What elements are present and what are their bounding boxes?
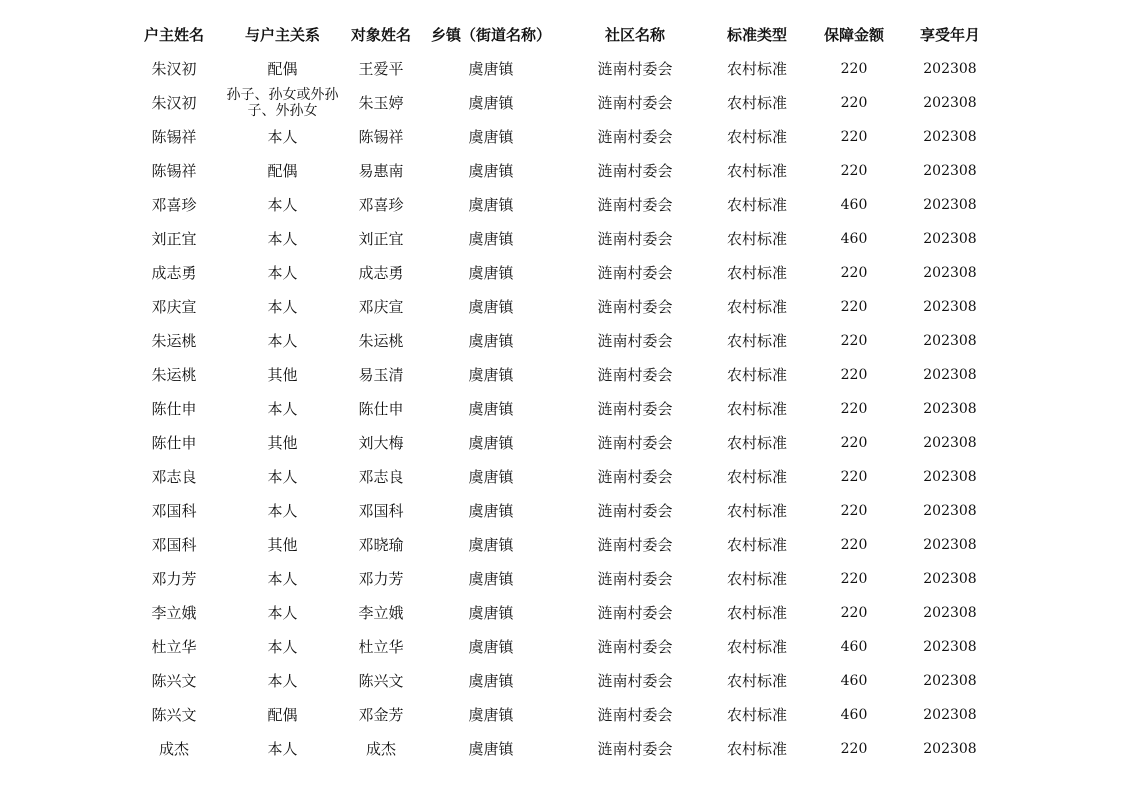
cell-amount: 220 xyxy=(840,400,868,417)
cell-amount: 460 xyxy=(840,196,868,213)
cell-community: 涟南村委会 xyxy=(597,297,673,316)
cell-township: 虞唐镇 xyxy=(468,229,514,248)
table-row xyxy=(122,120,995,154)
cell-recipient-name: 邓国科 xyxy=(358,501,404,520)
subsidy-table-container xyxy=(122,16,995,766)
cell-standard-type: 农村标准 xyxy=(726,263,787,282)
table-row xyxy=(122,324,995,358)
cell-householder-name: 邓喜珍 xyxy=(151,195,197,214)
cell-benefit-month: 202308 xyxy=(923,706,977,723)
cell-benefit-month: 202308 xyxy=(923,502,977,519)
cell-standard-type: 农村标准 xyxy=(726,127,787,146)
cell-householder-name: 刘正宜 xyxy=(151,229,197,248)
cell-community: 涟南村委会 xyxy=(597,535,673,554)
cell-recipient-name: 邓金芳 xyxy=(358,705,404,724)
cell-amount: 460 xyxy=(840,230,868,247)
cell-benefit-month: 202308 xyxy=(923,570,977,587)
table-row xyxy=(122,290,995,324)
cell-standard-type: 农村标准 xyxy=(726,161,787,180)
cell-amount: 220 xyxy=(840,94,868,111)
table-row xyxy=(122,392,995,426)
table-row xyxy=(122,52,995,86)
cell-community: 涟南村委会 xyxy=(597,433,673,452)
table-row xyxy=(122,154,995,188)
cell-recipient-name: 朱运桃 xyxy=(358,331,404,350)
cell-amount: 220 xyxy=(840,298,868,315)
cell-community: 涟南村委会 xyxy=(597,569,673,588)
cell-township: 虞唐镇 xyxy=(468,637,514,656)
cell-amount: 220 xyxy=(840,740,868,757)
table-row xyxy=(122,188,995,222)
table-row xyxy=(122,86,995,120)
cell-relationship: 配偶 xyxy=(267,161,298,180)
cell-community: 涟南村委会 xyxy=(597,127,673,146)
cell-standard-type: 农村标准 xyxy=(726,637,787,656)
cell-householder-name: 陈兴文 xyxy=(151,671,197,690)
table-row xyxy=(122,630,995,664)
column-header-amount: 保障金额 xyxy=(823,25,884,44)
cell-benefit-month: 202308 xyxy=(923,230,977,247)
column-header-householder-name: 户主姓名 xyxy=(143,25,204,44)
cell-recipient-name: 易惠南 xyxy=(358,161,404,180)
cell-relationship: 孙子、孙女或外孙子、外孙女 xyxy=(226,87,339,119)
header-row xyxy=(122,16,995,52)
cell-standard-type: 农村标准 xyxy=(726,433,787,452)
cell-amount: 220 xyxy=(840,60,868,77)
cell-community: 涟南村委会 xyxy=(597,229,673,248)
cell-recipient-name: 邓力芳 xyxy=(358,569,404,588)
cell-benefit-month: 202308 xyxy=(923,128,977,145)
cell-recipient-name: 邓庆宣 xyxy=(358,297,404,316)
cell-recipient-name: 刘正宜 xyxy=(358,229,404,248)
cell-standard-type: 农村标准 xyxy=(726,603,787,622)
cell-standard-type: 农村标准 xyxy=(726,59,787,78)
cell-relationship: 本人 xyxy=(267,263,298,282)
cell-township: 虞唐镇 xyxy=(468,433,514,452)
cell-benefit-month: 202308 xyxy=(923,94,977,111)
cell-township: 虞唐镇 xyxy=(468,263,514,282)
cell-amount: 220 xyxy=(840,604,868,621)
table-row xyxy=(122,664,995,698)
cell-township: 虞唐镇 xyxy=(468,739,514,758)
cell-householder-name: 李立娥 xyxy=(151,603,197,622)
cell-householder-name: 陈兴文 xyxy=(151,705,197,724)
cell-householder-name: 邓庆宣 xyxy=(151,297,197,316)
cell-standard-type: 农村标准 xyxy=(726,467,787,486)
cell-benefit-month: 202308 xyxy=(923,536,977,553)
cell-recipient-name: 陈兴文 xyxy=(358,671,404,690)
cell-recipient-name: 易玉清 xyxy=(358,365,404,384)
cell-benefit-month: 202308 xyxy=(923,366,977,383)
cell-benefit-month: 202308 xyxy=(923,162,977,179)
cell-standard-type: 农村标准 xyxy=(726,535,787,554)
table-row xyxy=(122,426,995,460)
cell-amount: 220 xyxy=(840,536,868,553)
cell-recipient-name: 朱玉婷 xyxy=(358,93,404,112)
cell-recipient-name: 王爱平 xyxy=(358,59,404,78)
table-row xyxy=(122,698,995,732)
cell-amount: 460 xyxy=(840,638,868,655)
cell-community: 涟南村委会 xyxy=(597,365,673,384)
cell-township: 虞唐镇 xyxy=(468,705,514,724)
table-row xyxy=(122,358,995,392)
cell-householder-name: 朱汉初 xyxy=(151,59,197,78)
cell-amount: 220 xyxy=(840,162,868,179)
cell-community: 涟南村委会 xyxy=(597,59,673,78)
cell-householder-name: 陈仕申 xyxy=(151,399,197,418)
cell-amount: 220 xyxy=(840,570,868,587)
cell-community: 涟南村委会 xyxy=(597,705,673,724)
cell-relationship: 本人 xyxy=(267,467,298,486)
column-header-recipient-name: 对象姓名 xyxy=(350,25,411,44)
cell-relationship: 本人 xyxy=(267,739,298,758)
cell-recipient-name: 陈仕申 xyxy=(358,399,404,418)
cell-householder-name: 朱运桃 xyxy=(151,331,197,350)
cell-standard-type: 农村标准 xyxy=(726,399,787,418)
cell-amount: 220 xyxy=(840,468,868,485)
cell-relationship: 配偶 xyxy=(267,705,298,724)
table-row xyxy=(122,460,995,494)
cell-township: 虞唐镇 xyxy=(468,195,514,214)
cell-recipient-name: 陈锡祥 xyxy=(358,127,404,146)
cell-amount: 220 xyxy=(840,264,868,281)
cell-township: 虞唐镇 xyxy=(468,399,514,418)
cell-amount: 220 xyxy=(840,128,868,145)
cell-benefit-month: 202308 xyxy=(923,332,977,349)
cell-amount: 220 xyxy=(840,366,868,383)
cell-householder-name: 杜立华 xyxy=(151,637,197,656)
table-row xyxy=(122,596,995,630)
cell-standard-type: 农村标准 xyxy=(726,297,787,316)
table-row xyxy=(122,732,995,766)
cell-householder-name: 邓力芳 xyxy=(151,569,197,588)
cell-benefit-month: 202308 xyxy=(923,60,977,77)
column-header-community: 社区名称 xyxy=(604,25,665,44)
cell-relationship: 本人 xyxy=(267,297,298,316)
cell-community: 涟南村委会 xyxy=(597,501,673,520)
cell-township: 虞唐镇 xyxy=(468,467,514,486)
cell-township: 虞唐镇 xyxy=(468,59,514,78)
table-row xyxy=(122,222,995,256)
cell-standard-type: 农村标准 xyxy=(726,739,787,758)
cell-householder-name: 邓国科 xyxy=(151,535,197,554)
cell-recipient-name: 刘大梅 xyxy=(358,433,404,452)
cell-township: 虞唐镇 xyxy=(468,501,514,520)
cell-township: 虞唐镇 xyxy=(468,93,514,112)
cell-community: 涟南村委会 xyxy=(597,161,673,180)
cell-relationship: 本人 xyxy=(267,331,298,350)
cell-householder-name: 朱运桃 xyxy=(151,365,197,384)
column-header-township: 乡镇（街道名称） xyxy=(430,25,551,44)
cell-benefit-month: 202308 xyxy=(923,740,977,757)
cell-amount: 220 xyxy=(840,502,868,519)
cell-standard-type: 农村标准 xyxy=(726,569,787,588)
cell-relationship: 本人 xyxy=(267,229,298,248)
cell-community: 涟南村委会 xyxy=(597,671,673,690)
cell-township: 虞唐镇 xyxy=(468,297,514,316)
cell-benefit-month: 202308 xyxy=(923,264,977,281)
cell-benefit-month: 202308 xyxy=(923,604,977,621)
cell-standard-type: 农村标准 xyxy=(726,93,787,112)
cell-community: 涟南村委会 xyxy=(597,195,673,214)
cell-relationship: 其他 xyxy=(267,433,298,452)
cell-standard-type: 农村标准 xyxy=(726,331,787,350)
cell-standard-type: 农村标准 xyxy=(726,671,787,690)
cell-township: 虞唐镇 xyxy=(468,331,514,350)
cell-householder-name: 邓志良 xyxy=(151,467,197,486)
cell-benefit-month: 202308 xyxy=(923,196,977,213)
cell-householder-name: 邓国科 xyxy=(151,501,197,520)
cell-relationship: 本人 xyxy=(267,127,298,146)
table-row xyxy=(122,528,995,562)
cell-amount: 460 xyxy=(840,706,868,723)
cell-relationship: 本人 xyxy=(267,195,298,214)
cell-standard-type: 农村标准 xyxy=(726,195,787,214)
cell-township: 虞唐镇 xyxy=(468,569,514,588)
cell-community: 涟南村委会 xyxy=(597,331,673,350)
table-row xyxy=(122,256,995,290)
cell-benefit-month: 202308 xyxy=(923,638,977,655)
cell-township: 虞唐镇 xyxy=(468,127,514,146)
subsidy-table xyxy=(122,16,995,766)
cell-recipient-name: 李立娥 xyxy=(358,603,404,622)
cell-householder-name: 陈锡祥 xyxy=(151,127,197,146)
cell-benefit-month: 202308 xyxy=(923,298,977,315)
cell-relationship: 本人 xyxy=(267,501,298,520)
cell-township: 虞唐镇 xyxy=(468,365,514,384)
cell-township: 虞唐镇 xyxy=(468,161,514,180)
cell-householder-name: 成志勇 xyxy=(151,263,197,282)
cell-benefit-month: 202308 xyxy=(923,468,977,485)
column-header-benefit-month: 享受年月 xyxy=(919,25,980,44)
cell-householder-name: 陈锡祥 xyxy=(151,161,197,180)
cell-recipient-name: 成志勇 xyxy=(358,263,404,282)
cell-householder-name: 成杰 xyxy=(158,739,189,758)
cell-community: 涟南村委会 xyxy=(597,603,673,622)
cell-benefit-month: 202308 xyxy=(923,434,977,451)
cell-benefit-month: 202308 xyxy=(923,400,977,417)
column-header-relationship: 与户主关系 xyxy=(244,25,320,44)
cell-recipient-name: 邓喜珍 xyxy=(358,195,404,214)
cell-community: 涟南村委会 xyxy=(597,399,673,418)
cell-standard-type: 农村标准 xyxy=(726,705,787,724)
cell-relationship: 本人 xyxy=(267,399,298,418)
cell-householder-name: 陈仕申 xyxy=(151,433,197,452)
cell-relationship: 其他 xyxy=(267,535,298,554)
cell-householder-name: 朱汉初 xyxy=(151,93,197,112)
cell-community: 涟南村委会 xyxy=(597,637,673,656)
cell-recipient-name: 邓志良 xyxy=(358,467,404,486)
cell-relationship: 本人 xyxy=(267,603,298,622)
cell-recipient-name: 杜立华 xyxy=(358,637,404,656)
cell-standard-type: 农村标准 xyxy=(726,365,787,384)
cell-township: 虞唐镇 xyxy=(468,603,514,622)
cell-relationship: 配偶 xyxy=(267,59,298,78)
cell-standard-type: 农村标准 xyxy=(726,229,787,248)
cell-community: 涟南村委会 xyxy=(597,93,673,112)
cell-township: 虞唐镇 xyxy=(468,671,514,690)
table-body xyxy=(122,52,995,766)
cell-benefit-month: 202308 xyxy=(923,672,977,689)
cell-recipient-name: 邓晓瑜 xyxy=(358,535,404,554)
cell-community: 涟南村委会 xyxy=(597,467,673,486)
cell-relationship: 本人 xyxy=(267,569,298,588)
cell-community: 涟南村委会 xyxy=(597,263,673,282)
cell-amount: 220 xyxy=(840,434,868,451)
cell-amount: 460 xyxy=(840,672,868,689)
cell-recipient-name: 成杰 xyxy=(365,739,396,758)
cell-amount: 220 xyxy=(840,332,868,349)
cell-township: 虞唐镇 xyxy=(468,535,514,554)
cell-community: 涟南村委会 xyxy=(597,739,673,758)
table-row xyxy=(122,562,995,596)
cell-relationship: 其他 xyxy=(267,365,298,384)
table-row xyxy=(122,494,995,528)
column-header-standard-type: 标准类型 xyxy=(726,25,787,44)
cell-standard-type: 农村标准 xyxy=(726,501,787,520)
cell-relationship: 本人 xyxy=(267,637,298,656)
cell-relationship: 本人 xyxy=(267,671,298,690)
